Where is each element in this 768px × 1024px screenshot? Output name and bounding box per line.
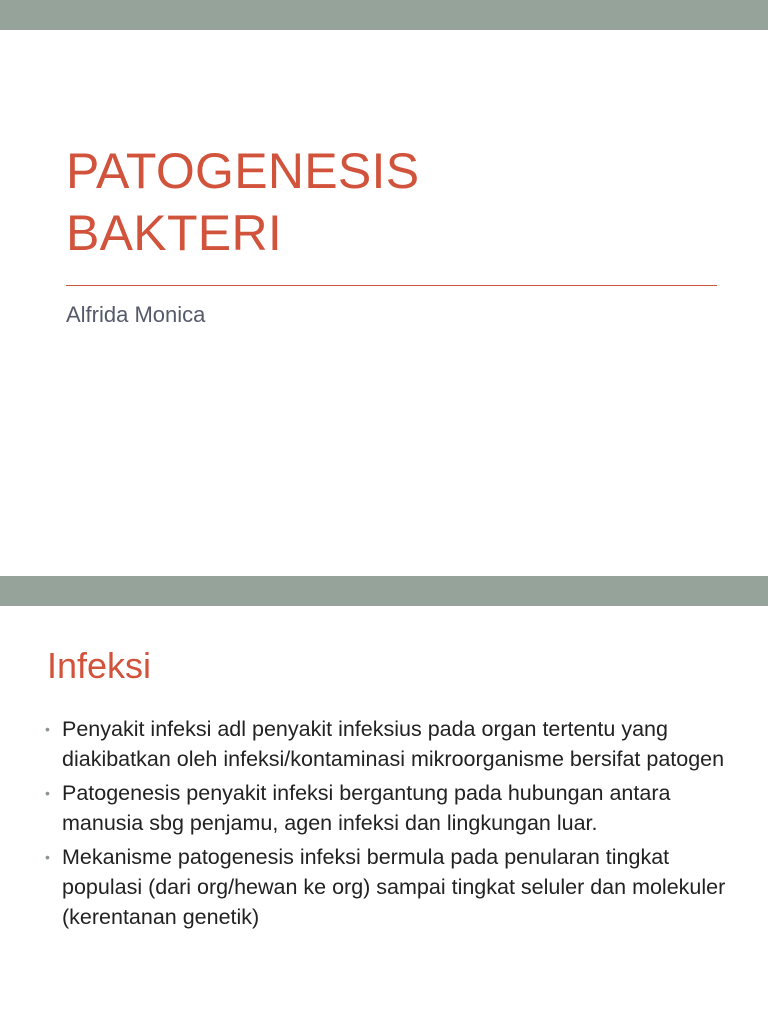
bullet-list bbox=[44, 714, 744, 936]
bullet-icon: • bbox=[45, 785, 50, 801]
top-accent-bar bbox=[0, 576, 768, 606]
bullet-text: Patogenesis penyakit infeksi bergantung pada hubungan antara manusia sbg penjamu, agen infeksi dan lingkungan luar. bbox=[62, 781, 671, 835]
content-slide bbox=[0, 576, 768, 1024]
bullet-text: Mekanisme patogenesis infeksi bermula pada penularan tingkat populasi (dari org/hewan ke org) sampai tingkat seluler dan molekuler (kerentanan genetik) bbox=[62, 845, 726, 929]
slide-heading: Infeksi bbox=[47, 645, 152, 686]
slide-title-line-1: PATOGENESIS bbox=[66, 143, 420, 199]
bullet-icon: • bbox=[45, 721, 50, 737]
slide-subtitle: Alfrida Monica bbox=[66, 302, 206, 327]
bullet-item bbox=[44, 778, 744, 838]
title-divider bbox=[66, 285, 717, 286]
bullet-item bbox=[44, 714, 744, 774]
slide-title-line-2: BAKTERI bbox=[66, 205, 283, 261]
top-accent-bar bbox=[0, 0, 768, 30]
bullet-text: Penyakit infeksi adl penyakit infeksius pada organ tertentu yang diakibatkan oleh infeksi/kontaminasi mikroorganisme bersifat patogen bbox=[62, 717, 725, 771]
slide-title bbox=[66, 140, 726, 264]
bullet-item bbox=[44, 842, 744, 932]
bullet-icon: • bbox=[45, 849, 50, 865]
